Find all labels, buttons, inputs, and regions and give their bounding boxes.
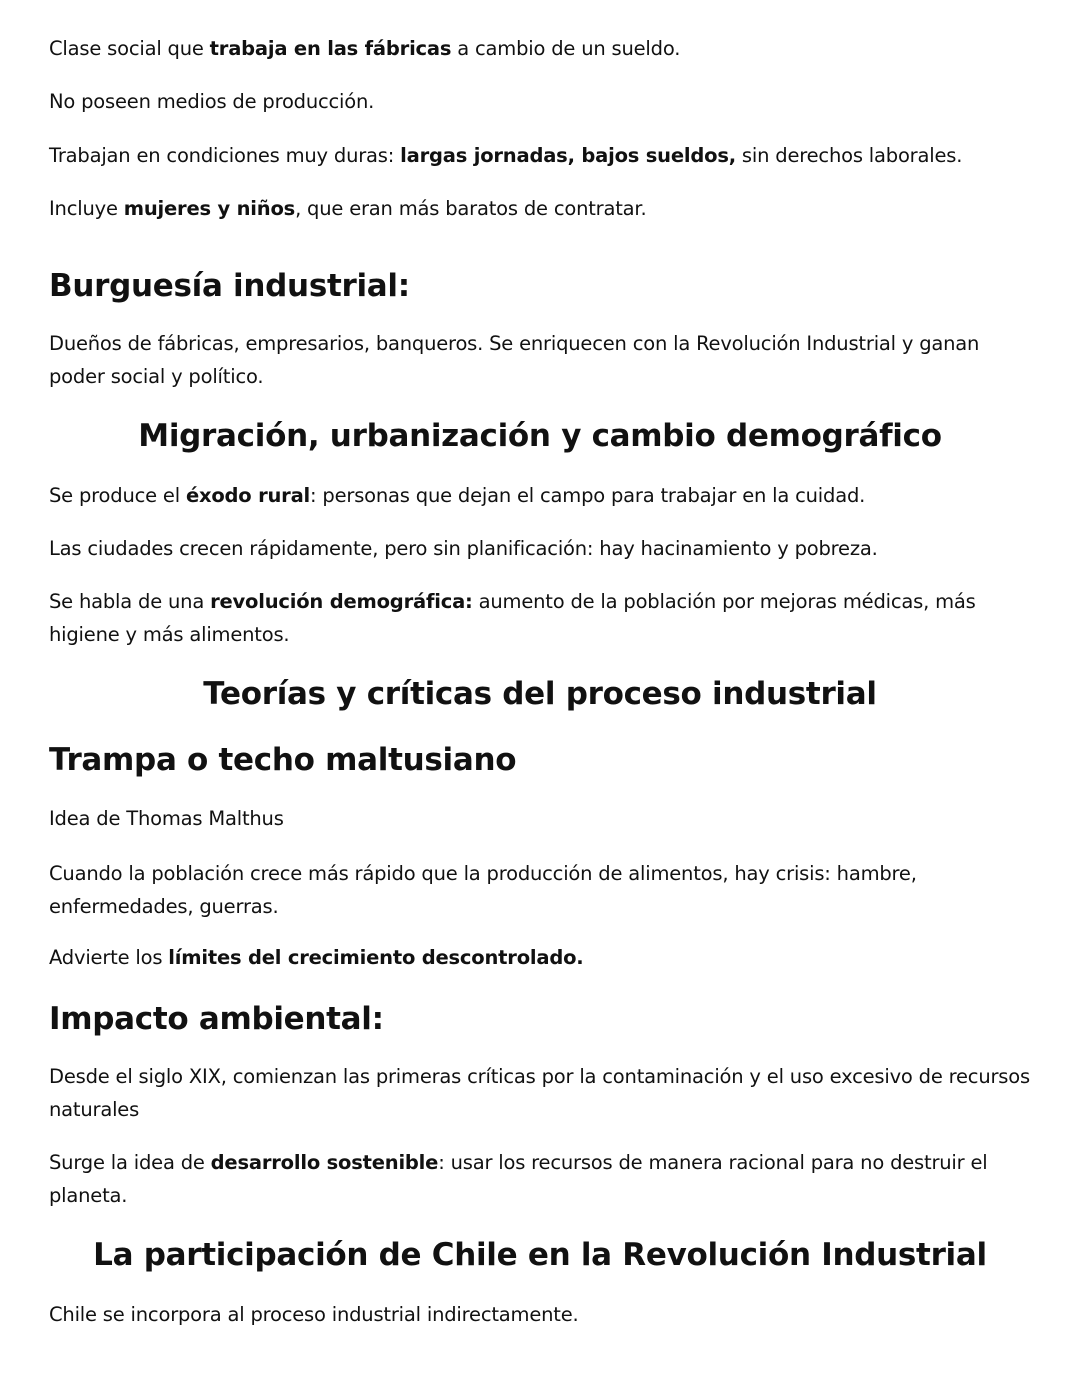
bold-text: límites del crecimiento descontrolado. (168, 946, 584, 969)
heading-migracion: Migración, urbanización y cambio demográfico (138, 418, 942, 454)
heading-teorias: Teorías y críticas del proceso industrial (203, 676, 877, 712)
paragraph-idea-malthus: Idea de Thomas Malthus (49, 807, 284, 830)
heading-burguesia: Burguesía industrial: (49, 268, 410, 304)
text: Trabajan en condiciones muy duras: (49, 144, 401, 167)
heading-impacto-ambiental: Impacto ambiental: (49, 1001, 384, 1037)
paragraph-criticas: Desde el siglo XIX, comienzan las primeras críticas por la contaminación y el uso excesivo de recursos naturales (49, 1065, 1030, 1121)
bold-text: trabaja en las fábricas (209, 37, 452, 60)
paragraph-burguesia: Dueños de fábricas, empresarios, banqueros. Se enriquecen con la Revolución Industrial y ganan poder social y político. (49, 332, 980, 388)
paragraph-mujeres-ninos (49, 192, 1039, 225)
paragraph-medios: No poseen medios de producción. (49, 90, 375, 113)
text: Se habla de una (49, 590, 211, 613)
heading-malthus: Trampa o techo maltusiano (49, 742, 517, 778)
heading-chile: La participación de Chile en la Revolución Industrial (93, 1237, 987, 1273)
text: Incluye (49, 197, 124, 220)
paragraph-clase-social (49, 32, 1039, 65)
text: aumento de la población por mejoras médicas, más higiene y más alimentos. (49, 590, 976, 646)
paragraph-revolucion-demografica (49, 585, 1039, 651)
text: Advierte los (49, 946, 169, 969)
paragraph-limites (49, 941, 1039, 974)
bold-text: desarrollo sostenible (210, 1151, 439, 1174)
paragraph-crisis: Cuando la población crece más rápido que la producción de alimentos, hay crisis: hambre, enfermedades, guerras. (49, 862, 917, 918)
text: Surge la idea de (49, 1151, 211, 1174)
text: : personas que dejan el campo para trabajar en la cuidad. (310, 484, 866, 507)
bold-text: éxodo rural (185, 484, 311, 507)
text: , que eran más baratos de contratar. (295, 197, 647, 220)
bold-text: mujeres y niños (123, 197, 296, 220)
paragraph-exodo (49, 479, 1039, 512)
bold-text: revolución demográfica: (210, 590, 473, 613)
paragraph-ciudades: Las ciudades crecen rápidamente, pero sin planificación: hay hacinamiento y pobreza. (49, 537, 878, 560)
text: sin derechos laborales. (735, 144, 963, 167)
paragraph-condiciones (49, 139, 1039, 172)
text: : usar los recursos de manera racional para no destruir el planeta. (49, 1151, 988, 1207)
text: a cambio de un sueldo. (451, 37, 681, 60)
text: Clase social que (49, 37, 210, 60)
paragraph-sostenible (49, 1146, 1039, 1212)
text: Se produce el (49, 484, 186, 507)
paragraph-chile: Chile se incorpora al proceso industrial indirectamente. (49, 1303, 579, 1326)
bold-text: largas jornadas, bajos sueldos, (400, 144, 736, 167)
